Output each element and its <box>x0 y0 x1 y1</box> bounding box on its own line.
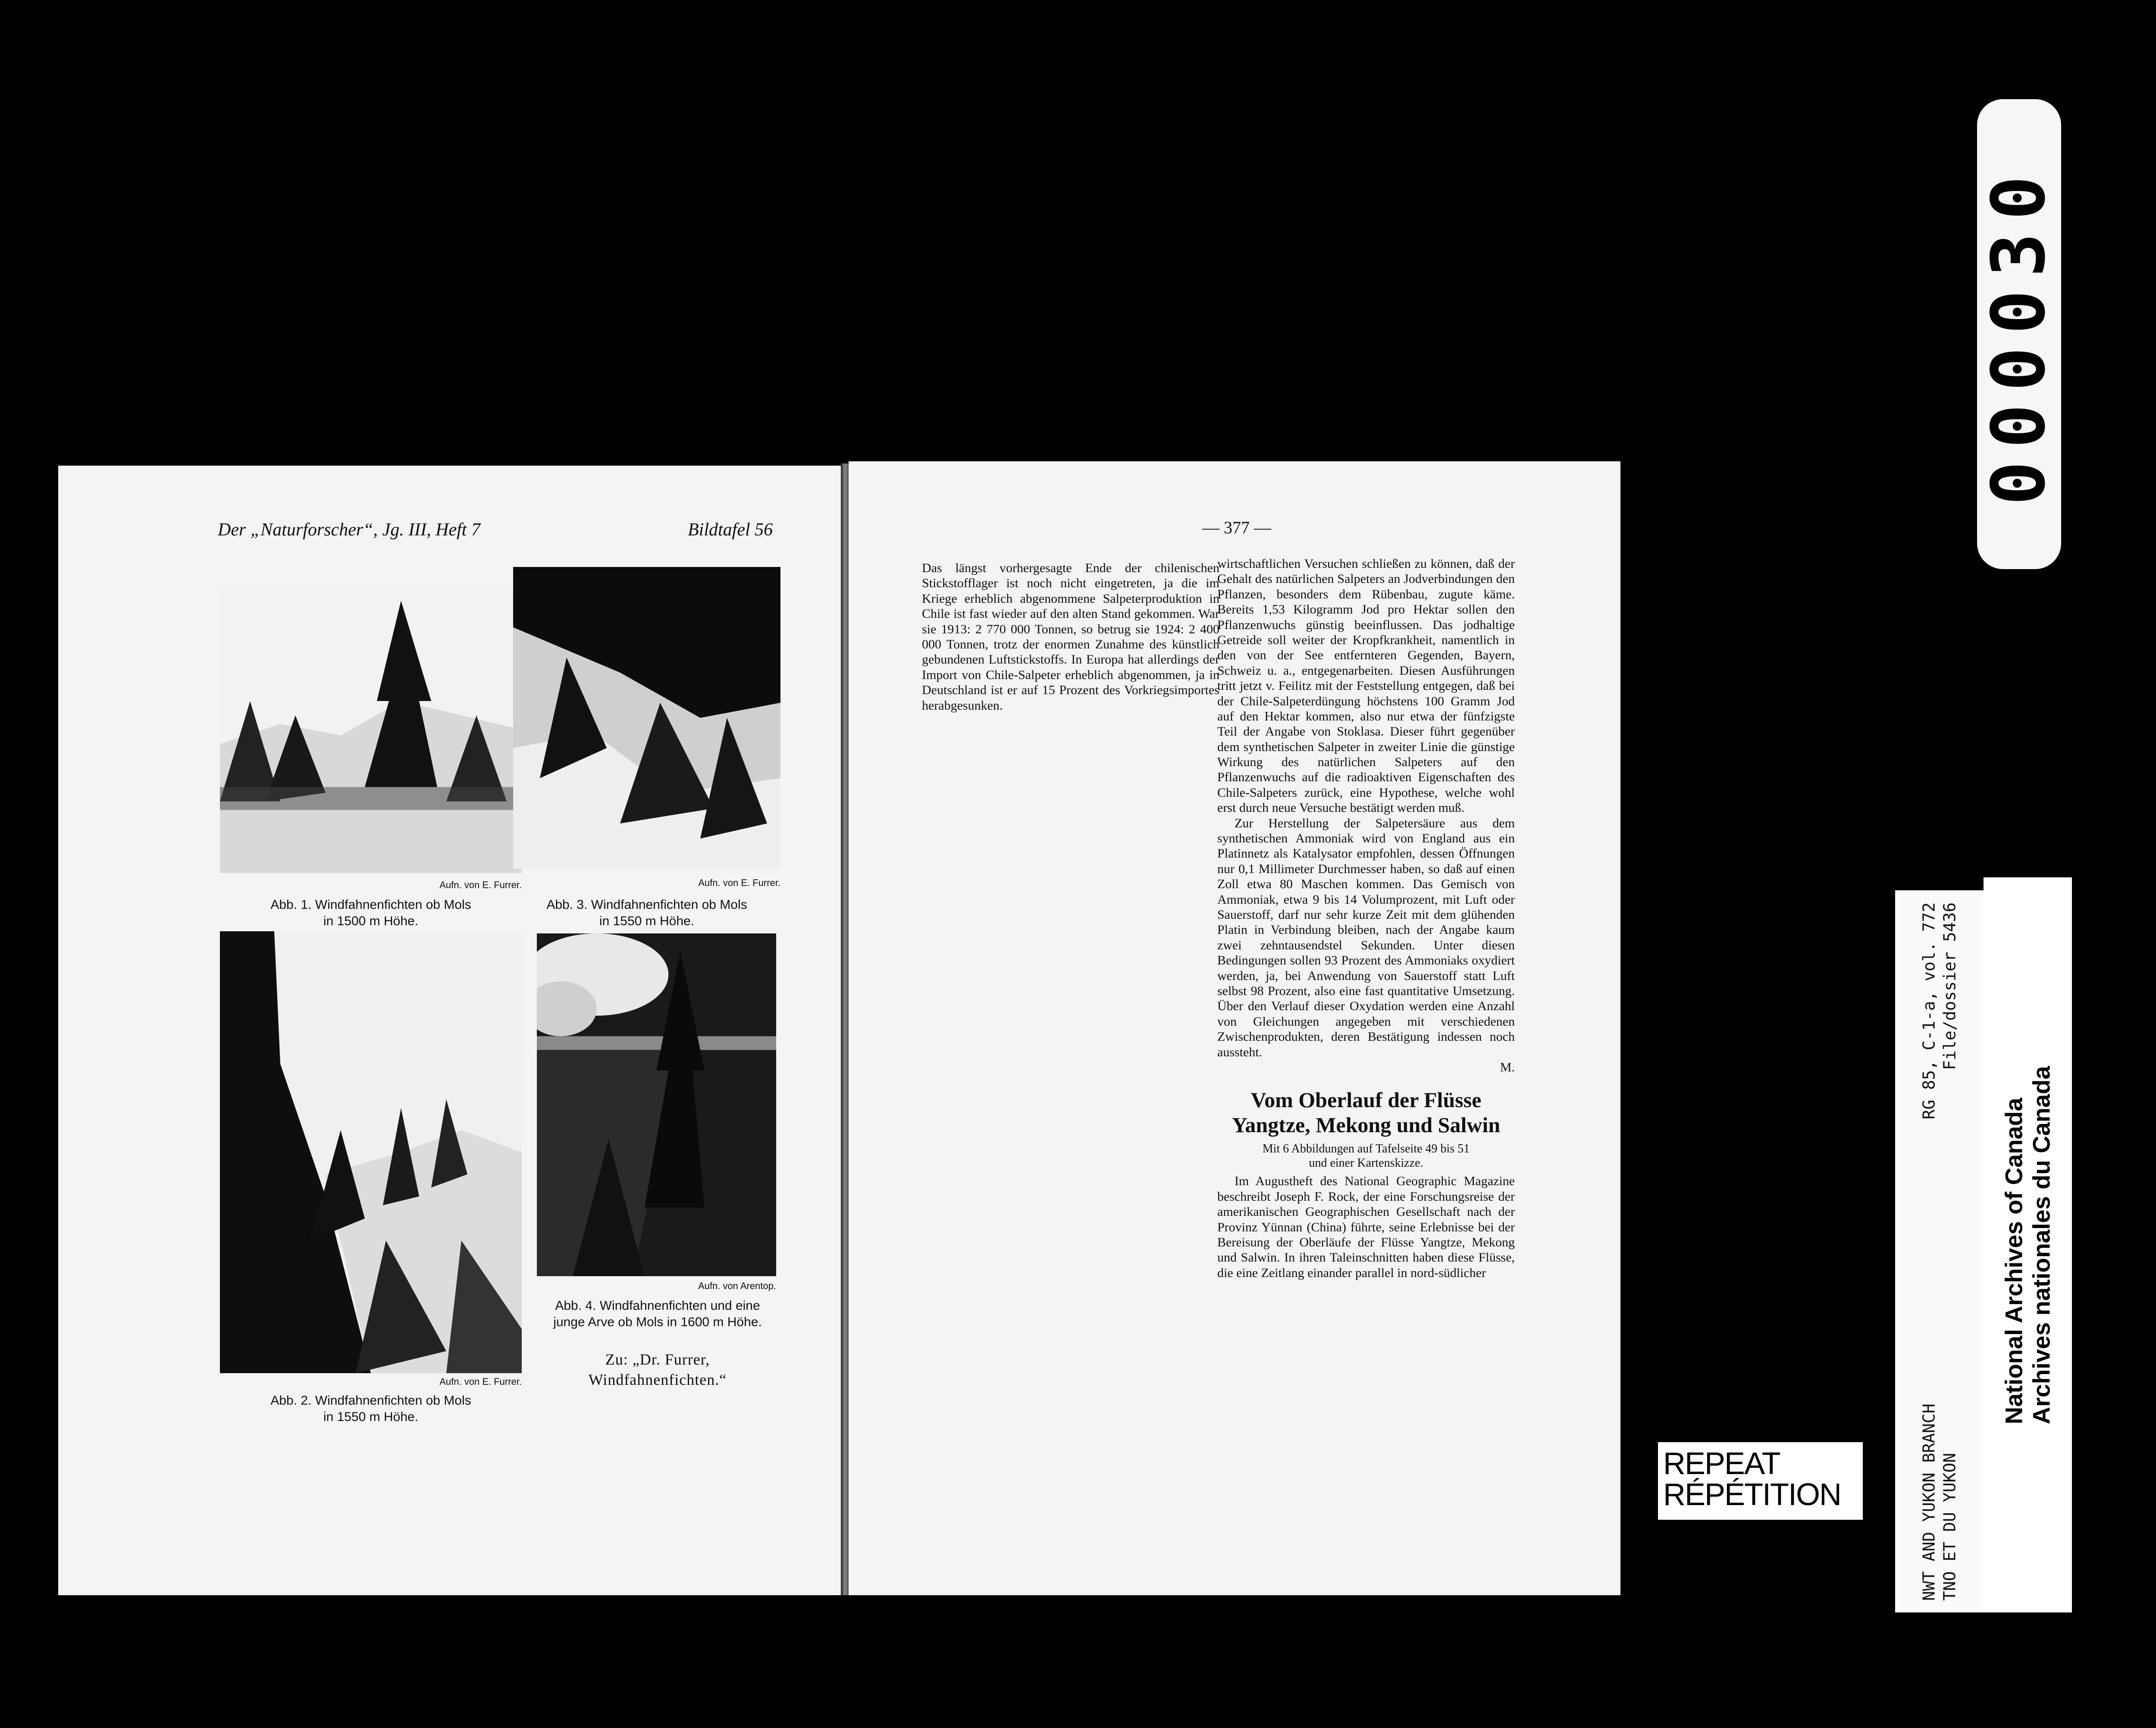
figure-2-credit: Aufn. von E. Furrer. <box>439 1376 522 1387</box>
frame-counter-text: 000030 <box>1976 163 2062 506</box>
figure-4-caption <box>528 1298 787 1330</box>
figure-2-caption <box>220 1393 522 1425</box>
section-subtitle <box>1217 1142 1515 1170</box>
figure-2-caption-line1: Abb. 2. Windfahnenfichten ob Mols <box>270 1393 471 1408</box>
record-group-ref: RG 85, C-1-a, vol. 772 <box>1919 902 1938 1119</box>
frame-counter <box>1977 99 2061 569</box>
figure-3-caption <box>507 897 787 929</box>
text-column-2 <box>1217 556 1515 1498</box>
figure-3-photo <box>513 567 780 869</box>
archives-name-fr: Archives nationales du Canada <box>2028 1066 2055 1424</box>
author-signature: M. <box>1500 1060 1515 1074</box>
figure-3-caption-line1: Abb. 3. Windfahnenfichten ob Mols <box>546 898 747 912</box>
right-page <box>849 461 1620 1595</box>
archive-reference-strip <box>1895 890 1984 1612</box>
figure-1-caption-line2: in 1500 m Höhe. <box>323 914 419 928</box>
left-page <box>58 466 849 1595</box>
section-title <box>1217 1088 1515 1137</box>
figure-3-credit: Aufn. von E. Furrer. <box>698 877 780 888</box>
article-reference-note <box>545 1349 770 1390</box>
page-header-left: Der „Naturforscher“, Jg. III, Heft 7 <box>218 520 480 540</box>
figure-1-caption-line1: Abb. 1. Windfahnenfichten ob Mols <box>270 898 471 912</box>
file-dossier-ref: File/dossier 5436 <box>1940 902 1959 1070</box>
column-1-paragraph: Das längst vorhergesagte Ende der chilenischen Stickstofflager ist noch nicht eingetreten, ja die im Kriege erheblich abgenommene Salpeterproduktion in Chile ist fast wieder auf den alten Stand gekommen. War sie 1913: 2 770 000 Tonnen, so betrug sie 1924: 2 400 000 Tonnen, trotz der enormen Zunahme des künstlich gebundenen Luftstickstoffs. In Europa hat allerdings der Import von Chile-Salpeter erheblich abgenommen, ja in Deutschland ist er auf 15 Prozent des Vorkriegsimportes herabgesunken. <box>922 561 1219 713</box>
branch-name-en: NWT AND YUKON BRANCH <box>1919 1403 1938 1601</box>
section-subtitle-line1: Mit 6 Abbildungen auf Tafelseite 49 bis 51 <box>1262 1142 1470 1156</box>
figure-1-photo <box>220 586 522 873</box>
figure-4-credit: Aufn. von Arentop. <box>698 1280 776 1291</box>
column-2-paragraph-1: wirtschaftlichen Versuchen schließen zu können, daß der Gehalt des natürlichen Salpeters an Jodverbindungen den Pflanzen, besonders dem Rübenbau, zugute käme. Bereits 1,53 Kilogramm Jod pro Hektar sollen den Pflanzenwuchs günstig beeinflussen. Das jodhaltige Getreide soll weiter der Kropfkrankheit, namentlich in den von der See entfernteren Gegenden, Bayern, Schweiz u. a., entgegenarbeiten. Diesen Ausführungen tritt jetzt v. Feilitz mit der Feststellung entgegen, daß bei der Chile-Salpeterdüngung höchstens 100 Gramm Jod auf den Hektar kommen, also nur etwa der fünfzigste Teil der Angabe von Stoklasa. Dieser führt gegenüber dem synthetischen Salpeter in zweiter Linie die günstige Wirkung des natürlichen Salpeters auf den Pflanzenwuchs auf die radioaktiven Eigenschaften des Chile-Salpeters zurück, eine Hypothese, welche wohl erst durch neue Versuche bestätigt werden muß. <box>1217 557 1515 815</box>
repeat-label-line2: RÉPÉTITION <box>1663 1478 1841 1512</box>
page-number: — 377 — <box>1202 518 1271 537</box>
repeat-label-line1: REPEAT <box>1663 1446 1780 1481</box>
figure-4-caption-line1: Abb. 4. Windfahnenfichten und eine <box>555 1299 760 1313</box>
archives-name-en: National Archives of Canada <box>2000 1097 2028 1424</box>
section-body-paragraph: Im Augustheft des National Geographic Magazine beschreibt Joseph F. Rock, der eine Forschungsreise der amerikanischen Geographischen Gesellschaft nach der Provinz Yünnan (China) führte, seine Erlebnisse bei der Bereisung der Oberläufe der Flüsse Yangtze, Mekong und Salwin. In ihren Taleinschnitten haben diese Flüsse, die eine Zeitlang einander parallel in nord-südlicher <box>1217 1174 1515 1280</box>
note-line1: Zu: „Dr. Furrer, <box>605 1351 710 1368</box>
figure-1-credit: Aufn. von E. Furrer. <box>439 880 522 890</box>
section-title-line2: Yangtze, Mekong und Salwin <box>1232 1112 1501 1137</box>
national-archives-label <box>1984 877 2072 1612</box>
note-line2: Windfahnenfichten.“ <box>588 1371 727 1388</box>
section-subtitle-line2: und einer Kartenskizze. <box>1309 1156 1423 1170</box>
section-title-line1: Vom Oberlauf der Flüsse <box>1250 1088 1482 1112</box>
figure-3-caption-line2: in 1550 m Höhe. <box>599 914 695 928</box>
figure-4-photo <box>537 933 776 1276</box>
text-column-1 <box>922 560 1219 1498</box>
figure-2-photo <box>220 931 522 1373</box>
page-header-right: Bildtafel 56 <box>688 520 773 540</box>
figure-1-caption <box>220 897 522 929</box>
figure-2-caption-line2: in 1550 m Höhe. <box>323 1409 419 1424</box>
figure-4-caption-line2: junge Arve ob Mols in 1600 m Höhe. <box>553 1315 762 1329</box>
column-2-paragraph-2: Zur Herstellung der Salpetersäure aus dem synthetischen Ammoniak wird von England aus ein Platinnetz als Katalysator empfohlen, dessen Öffnungen nur 0,1 Millimeter Durchmesser haben, so daß auf einen Zoll etwa 80 Maschen kommen. Das Gemisch von Ammoniak, etwa 9 bis 14 Volumprozent, mit Luft oder Sauerstoff, darf nur sehr kurze Zeit mit dem glühenden Platin in Verbindung bleiben, nach der Angabe kaum zwei zehntausendstel Sekunden. Unter diesen Bedingungen sollen 93 Prozent des Ammoniaks oxydiert werden, ja, bei Anwendung von Sauerstoff statt Luft selbst 98 Prozent, also eine fast quantitative Umsetzung. Über den Verlauf dieser Oxydation werden eine Anzahl von Gleichungen angegeben mit verschiedenen Zwischenprodukten, deren Bestätigung indessen noch aussteht. <box>1217 816 1515 1059</box>
branch-name-fr: TNO ET DU YUKON <box>1940 1453 1959 1601</box>
repeat-label <box>1658 1442 1863 1520</box>
